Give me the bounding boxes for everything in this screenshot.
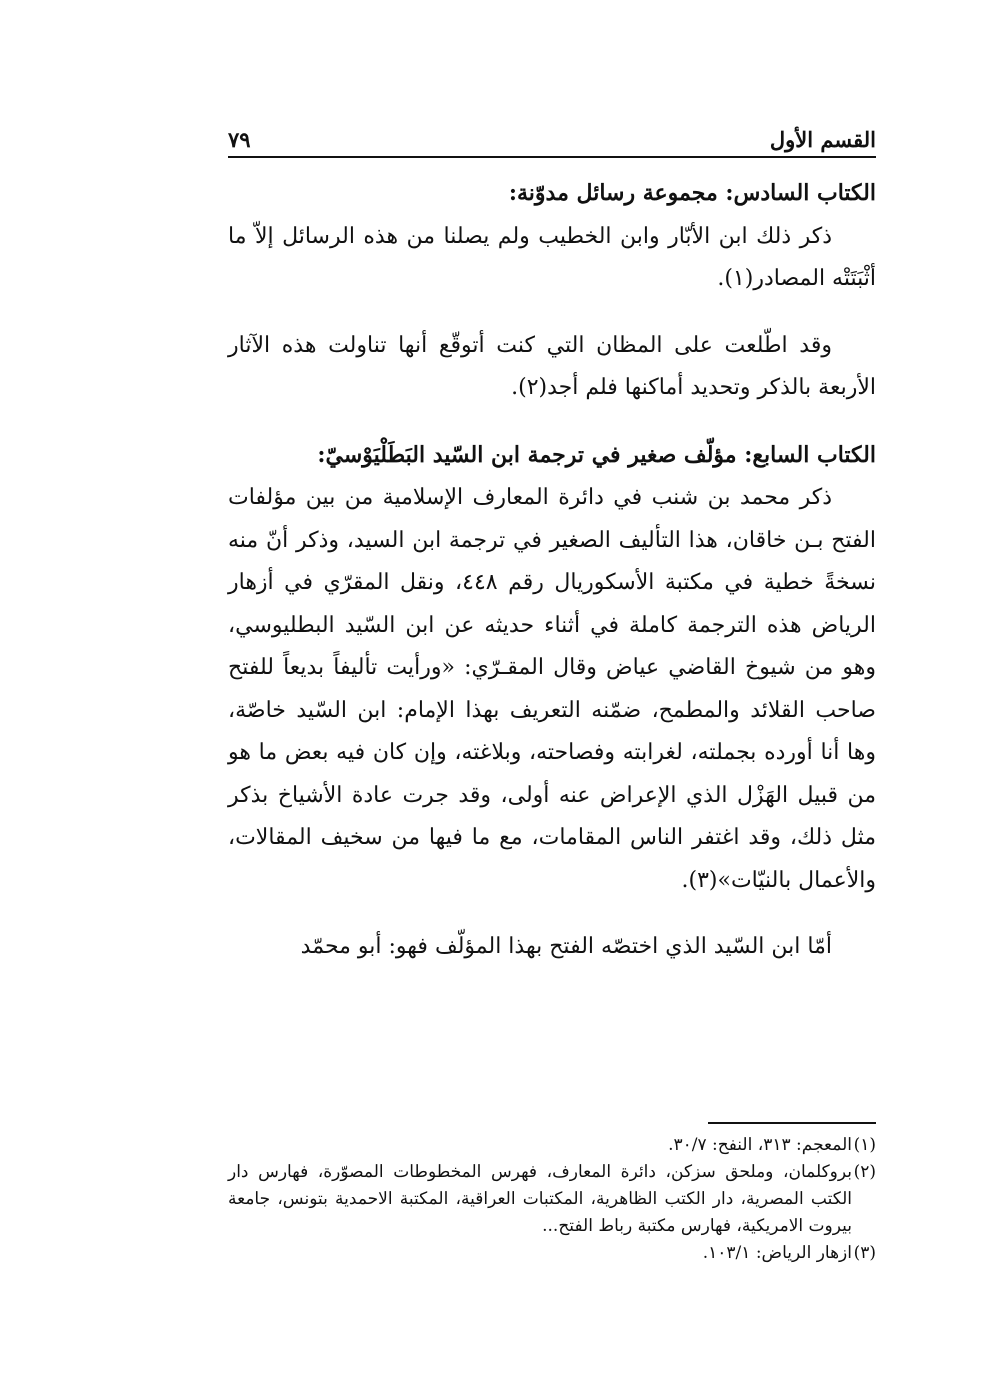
book6-heading-text: الكتاب السادس: مجموعة رسائل مدوّنة:: [508, 180, 876, 206]
footnote-marker: (٢): [853, 1162, 876, 1182]
main-text: [228, 172, 876, 969]
footnote-3: [228, 1240, 876, 1267]
footnote-text: ازهار الرياض: ١٠٣/١.: [702, 1243, 852, 1263]
running-header: [228, 118, 876, 158]
footnote-text: المعجم: ٣١٣، النفح: ٣٠/٧.: [668, 1135, 852, 1155]
paragraph-spacer: [228, 301, 876, 325]
footnote-1: [228, 1132, 876, 1159]
book7-heading-text: الكتاب السابع: مؤلّف صغير في ترجمة ابن السّيد البَطَلْيَوْسيّ:: [317, 441, 876, 468]
book6-paragraph-1: ذكر ذلك ابن الأبّار وابن الخطيب ولم يصلنا من هذه الرسائل إلاّ ما أثْبَتَتْه المصادر(١).: [228, 223, 876, 291]
book7-paragraph-1: ذكر محمد بن شنب في دائرة المعارف الإسلامية من بين مؤلفات الفتح بـن خاقان، هذا التأليف الصغير في ترجمة ابن السيد، وذكر أنّ منه نسخةً خطية في مكتبة الأسكوريال رقم ٤٤٨، ونقل المقرّي في أزهار الرياض هذه الترجمة كاملة في أثناء حديثه عن ابن السّيد البطليوسي، وهو من شيوخ القاضي عياض وقال المقـرّي: «ورأيت تأليفاً بديعاً للفتح صاحب القلائد والمطمح، ضمّنه التعريف بهذا الإمام: ابن السّيد خاصّة، وها أنا أورده بجملته، لغرابته وفصاحته، وبلاغته، وإن كان فيه بعض ما هو من قبيل الهَزْل الذي الإعراض عنه أولى، وقد جرت عادة الأشياخ بذكر مثل ذلك، وقد اغتفر الناس المقامات، مع ما فيها من سخيف المقالات، والأعمال بالنيّات»(٣).: [228, 485, 876, 893]
paragraph-spacer: [228, 902, 876, 926]
book7-paragraph-2: أمّا ابن السّيد الذي اختصّه الفتح بهذا المؤلّف فهو: أبو محمّد: [300, 934, 832, 959]
book6-paragraph-2: وقد اطّلعت على المظان التي كنت أتوقّع أنها تناولت هذه الآثار الأربعة بالذكر وتحديد أماكنها فلم أجد(٢).: [228, 332, 876, 400]
book7-heading: [228, 434, 876, 478]
section-title: القسم الأول: [769, 127, 876, 152]
footnote-marker: (١): [853, 1135, 876, 1155]
footnotes: [228, 1132, 876, 1267]
page-number: ٧٩: [228, 127, 251, 152]
paragraph-spacer: [228, 410, 876, 434]
footnote-2: [228, 1159, 876, 1240]
footnote-separator: [708, 1122, 876, 1124]
book6-heading: [228, 172, 876, 216]
footnote-text: بروكلمان، وملحق سزكن، دائرة المعارف، فهرس المخطوطات المصوّرة، فهارس دار الكتب المصرية، دار الكتب الظاهرية، المكتبات العراقية، المكتبة الاحمدية بتونس، جامعة بيروت الامريكية، فهارس مكتبة رباط الفتح...: [228, 1162, 852, 1236]
footnote-marker: (٣): [853, 1243, 876, 1263]
